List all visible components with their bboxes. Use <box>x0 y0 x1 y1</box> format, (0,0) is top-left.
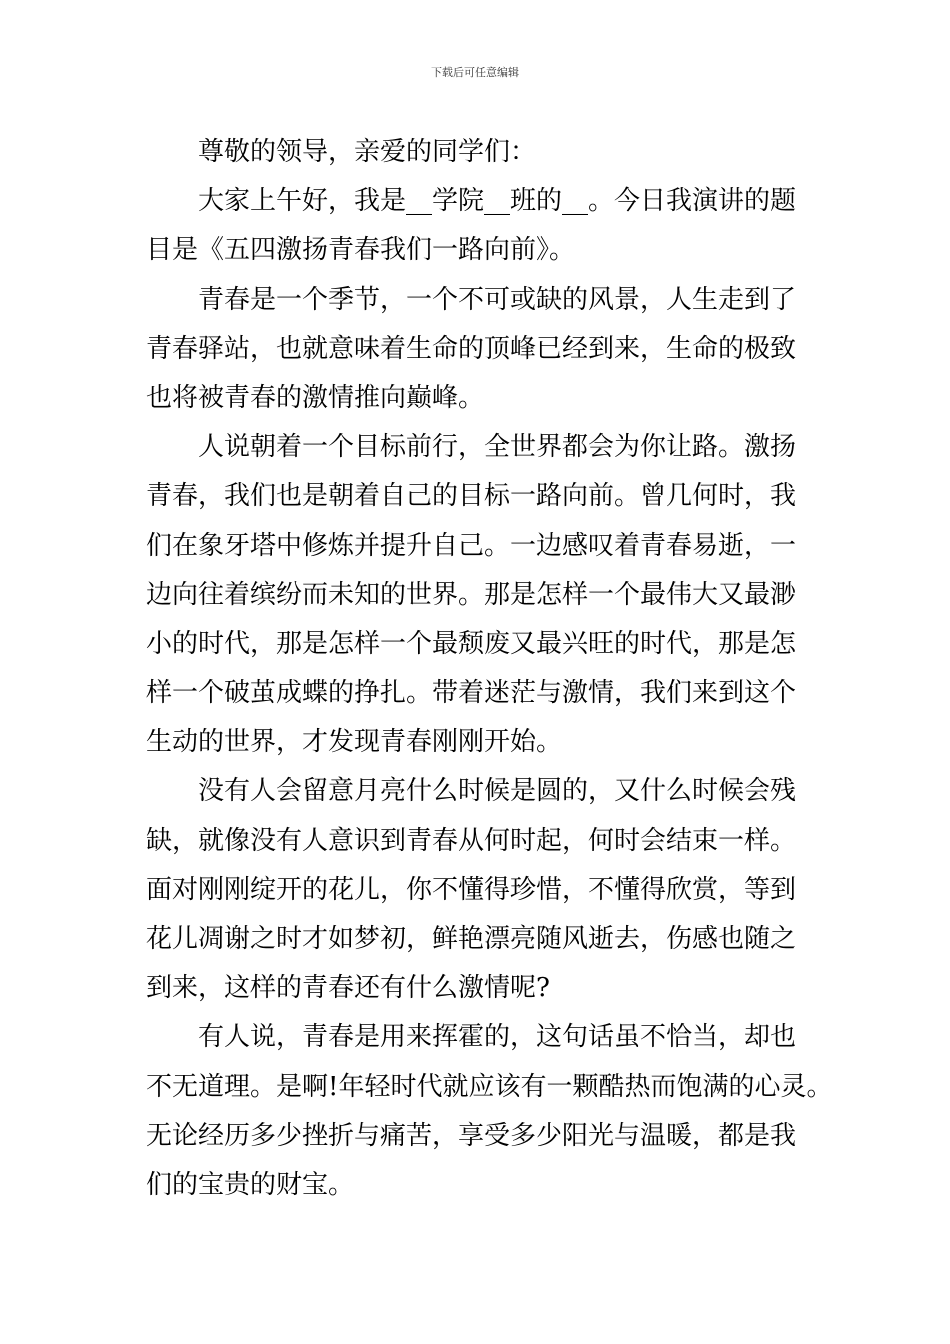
text-line: 花儿凋谢之时才如梦初，鲜艳漂亮随风逝去，伤感也随之 <box>146 924 797 954</box>
text-line: 们的宝贵的财宝。 <box>146 1169 355 1200</box>
text-line: 们在象牙塔中修炼并提升自己。一边感叹着青春易逝，一 <box>146 530 797 561</box>
text-line: 尊敬的领导，亲爱的同学们： <box>198 137 537 167</box>
paragraph-squander <box>146 1013 833 1210</box>
text-line: 到来，这样的青春还有什么激情呢? <box>146 973 550 1004</box>
text-line: 青春驿站，也就意味着生命的顶峰已经到来，生命的极致 <box>146 333 797 364</box>
paragraph-goal <box>146 423 818 767</box>
text-line: 不无道理。是啊!年轻时代就应该有一颗酷热而饱满的心灵。 <box>146 1071 833 1102</box>
text-line: 生动的世界，才发现青春刚刚开始。 <box>146 727 563 758</box>
text-line: 面对刚刚绽开的花儿，你不懂得珍惜，不懂得欣赏，等到 <box>146 874 797 905</box>
text-line: 没有人会留意月亮什么时候是圆的，又什么时候会残 <box>198 776 797 807</box>
text-line: 目是《五四激扬青春我们一路向前》。 <box>146 235 576 266</box>
paragraph-greeting <box>146 177 818 275</box>
text-line: 边向往着缤纷而未知的世界。那是怎样一个最伟大又最渺 <box>146 579 797 610</box>
text-line: 小的时代，那是怎样一个最颓废又最兴旺的时代，那是怎 <box>146 628 797 659</box>
document-body <box>146 128 833 1210</box>
text-line: 青春是一个季节，一个不可或缺的风景，人生走到了 <box>198 284 797 315</box>
text-line: 无论经历多少挫折与痛苦，享受多少阳光与温暖，都是我 <box>146 1120 797 1151</box>
text-line: 青春，我们也是朝着自己的目标一路向前。曾几何时，我 <box>146 481 797 512</box>
header-note: 下载后可任意编辑 <box>431 66 519 79</box>
text-line: 也将被青春的激情推向巅峰。 <box>146 382 485 413</box>
text-line: 大家上午好，我是__学院__班的__。今日我演讲的题 <box>198 186 797 217</box>
text-line: 人说朝着一个目标前行，全世界都会为你让路。激扬 <box>198 432 797 463</box>
paragraph-youth-season <box>146 276 818 424</box>
text-line: 缺，就像没有人意识到青春从何时起，何时会结束一样。 <box>146 825 797 856</box>
text-line: 有人说，青春是用来挥霍的，这句话虽不恰当，却也 <box>198 1022 797 1053</box>
paragraph-salutation <box>146 128 818 177</box>
paragraph-moon <box>146 767 818 1013</box>
text-line: 样一个破茧成蝶的挣扎。带着迷茫与激情，我们来到这个 <box>146 678 797 709</box>
